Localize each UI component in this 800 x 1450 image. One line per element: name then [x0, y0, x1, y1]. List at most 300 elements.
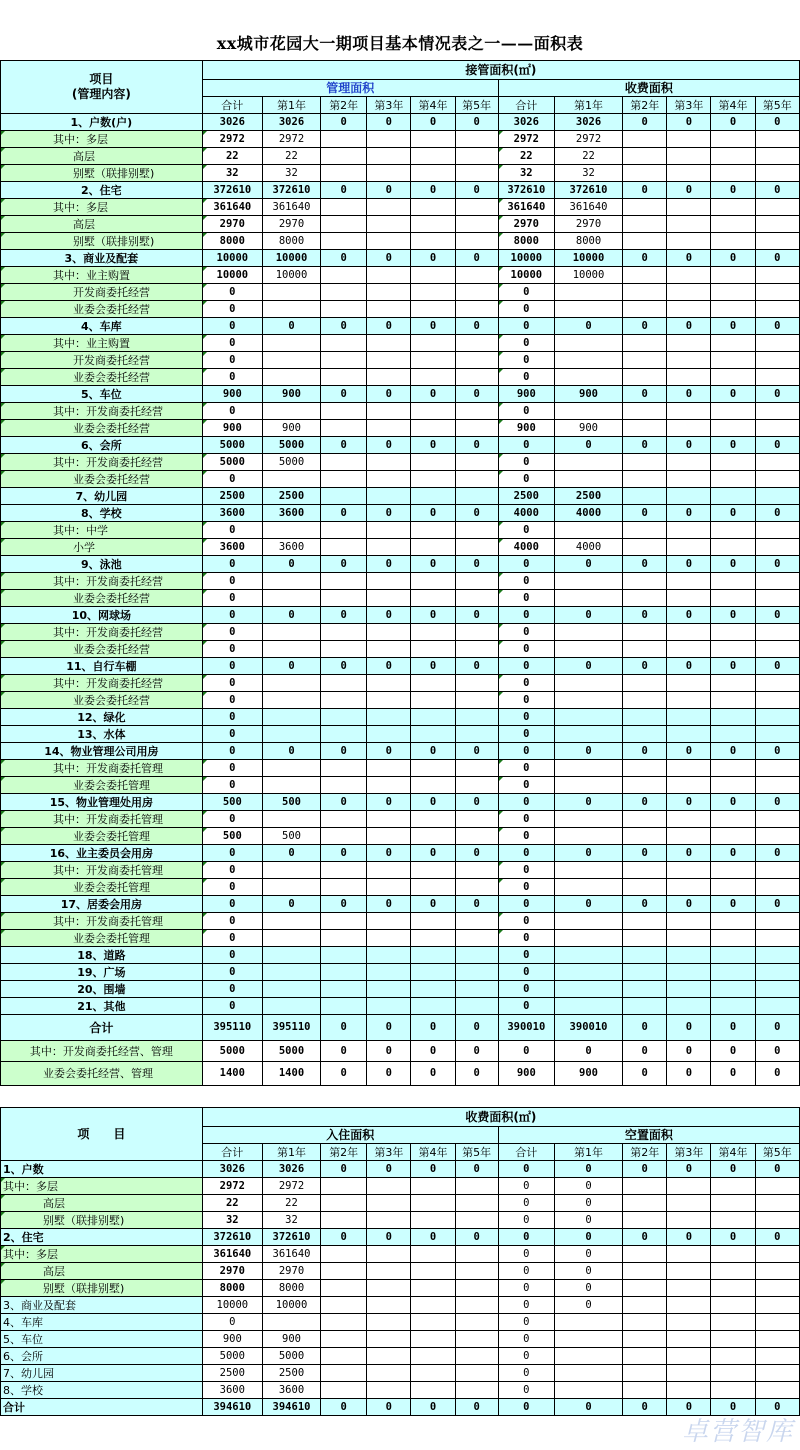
- table-cell: 0: [623, 1015, 667, 1041]
- table-cell: [367, 1297, 411, 1314]
- table-row: [1, 1178, 800, 1195]
- table-cell: 0: [667, 114, 711, 131]
- row-label: 合计: [1, 1015, 203, 1041]
- table-cell: 0: [498, 998, 554, 1015]
- table-cell: 0: [498, 879, 554, 896]
- table-cell: 0: [498, 760, 554, 777]
- table-cell: 0: [498, 573, 554, 590]
- table-cell: [711, 692, 755, 709]
- table-cell: [554, 964, 622, 981]
- row-label: 开发商委托经营: [1, 284, 203, 301]
- table-cell: [367, 199, 411, 216]
- table-cell: [262, 471, 320, 488]
- table-cell: 0: [623, 556, 667, 573]
- table-cell: [667, 233, 711, 250]
- table-cell: [262, 522, 320, 539]
- table-row: [1, 114, 800, 131]
- table-row: [1, 505, 800, 522]
- table-cell: [711, 879, 755, 896]
- table-cell: 0: [755, 1015, 799, 1041]
- table-row: [1, 488, 800, 505]
- table-cell: 0: [202, 641, 262, 658]
- table-cell: 3600: [262, 539, 320, 556]
- table-cell: [623, 1348, 667, 1365]
- table-cell: 0: [711, 182, 755, 199]
- table-cell: 0: [202, 913, 262, 930]
- table-cell: [455, 471, 498, 488]
- table-cell: 0: [498, 1348, 554, 1365]
- table-cell: 0: [755, 556, 799, 573]
- table-cell: [262, 352, 320, 369]
- table-cell: [321, 454, 367, 471]
- year-column-header: 第1年: [262, 97, 320, 114]
- table-cell: 372610: [202, 182, 262, 199]
- table-cell: 0: [202, 352, 262, 369]
- table-cell: 2500: [498, 488, 554, 505]
- table-cell: [455, 369, 498, 386]
- table-cell: 0: [202, 590, 262, 607]
- row-label: 高层: [1, 1263, 203, 1280]
- table-cell: [367, 862, 411, 879]
- table-cell: 0: [667, 896, 711, 913]
- table-cell: [623, 590, 667, 607]
- table-cell: [367, 1331, 411, 1348]
- table-cell: 5000: [262, 1041, 320, 1062]
- table-cell: [455, 1348, 498, 1365]
- table-row: [1, 879, 800, 896]
- table-cell: 0: [711, 1229, 755, 1246]
- table-cell: [411, 199, 455, 216]
- year-column-header: 第1年: [554, 1144, 622, 1161]
- table-cell: [321, 964, 367, 981]
- table-row: [1, 1263, 800, 1280]
- table-cell: 0: [711, 556, 755, 573]
- table-cell: 0: [498, 675, 554, 692]
- table-row: [1, 318, 800, 335]
- table-cell: 3026: [262, 1161, 320, 1178]
- table-cell: 0: [455, 845, 498, 862]
- row-label: 其中：开发商委托经营、管理: [1, 1041, 203, 1062]
- table-cell: [455, 828, 498, 845]
- table-cell: 0: [667, 1041, 711, 1062]
- table-cell: [455, 1314, 498, 1331]
- table-cell: [411, 165, 455, 182]
- table-cell: [711, 522, 755, 539]
- table-cell: [455, 573, 498, 590]
- table-cell: 0: [367, 607, 411, 624]
- table-cell: [755, 777, 799, 794]
- table-cell: 394610: [262, 1399, 320, 1416]
- table-cell: [367, 420, 411, 437]
- table-cell: [623, 539, 667, 556]
- table-cell: 0: [411, 1399, 455, 1416]
- row-label: 9、泳池: [1, 556, 203, 573]
- table-cell: [262, 590, 320, 607]
- table-cell: [755, 964, 799, 981]
- table-cell: 0: [411, 556, 455, 573]
- table-cell: [411, 1246, 455, 1263]
- table-cell: 10000: [498, 267, 554, 284]
- row-label: 19、广场: [1, 964, 203, 981]
- table-cell: [667, 1297, 711, 1314]
- table-cell: 361640: [554, 199, 622, 216]
- table-cell: 0: [623, 743, 667, 760]
- table-cell: [711, 913, 755, 930]
- table-cell: 0: [202, 573, 262, 590]
- table-cell: [411, 454, 455, 471]
- table-cell: [455, 930, 498, 947]
- table-cell: [711, 539, 755, 556]
- table-row: [1, 1280, 800, 1297]
- table-cell: 0: [498, 335, 554, 352]
- table-cell: [321, 233, 367, 250]
- table-cell: [755, 1314, 799, 1331]
- table-row: [1, 743, 800, 760]
- table-cell: [367, 1348, 411, 1365]
- table-row: [1, 964, 800, 981]
- table-cell: 0: [202, 556, 262, 573]
- table-cell: 5000: [262, 1348, 320, 1365]
- table-cell: 0: [321, 658, 367, 675]
- table-cell: 0: [498, 862, 554, 879]
- table-cell: 0: [554, 1297, 622, 1314]
- table-cell: [321, 539, 367, 556]
- table-cell: 0: [202, 301, 262, 318]
- table-cell: [711, 1314, 755, 1331]
- table-cell: 0: [498, 930, 554, 947]
- table-cell: 2972: [262, 131, 320, 148]
- table-cell: 500: [202, 794, 262, 811]
- table-row: [1, 182, 800, 199]
- table-cell: [321, 624, 367, 641]
- table-row: [1, 692, 800, 709]
- table-cell: [554, 760, 622, 777]
- table-cell: [623, 352, 667, 369]
- table-cell: 0: [321, 318, 367, 335]
- table-cell: [623, 1280, 667, 1297]
- table-cell: [367, 1246, 411, 1263]
- table-cell: 0: [554, 1246, 622, 1263]
- table-cell: [623, 1314, 667, 1331]
- year-column-header: 第1年: [262, 1144, 320, 1161]
- table-cell: [455, 862, 498, 879]
- fee-area-header: 收费面积: [498, 80, 799, 97]
- table-cell: [411, 573, 455, 590]
- table-cell: 4000: [554, 505, 622, 522]
- row-label: 6、会所: [1, 437, 203, 454]
- table-cell: 0: [411, 896, 455, 913]
- table-cell: [411, 267, 455, 284]
- table-cell: [262, 1314, 320, 1331]
- table-cell: 0: [321, 1161, 367, 1178]
- table-cell: 0: [711, 658, 755, 675]
- table-cell: [667, 216, 711, 233]
- table-cell: 0: [498, 1331, 554, 1348]
- table-row: [1, 675, 800, 692]
- table-cell: 0: [262, 607, 320, 624]
- table-cell: [667, 930, 711, 947]
- table-cell: 0: [455, 250, 498, 267]
- table-row: [1, 1015, 800, 1041]
- table-cell: [711, 1365, 755, 1382]
- table-cell: 0: [711, 1062, 755, 1086]
- table-cell: [623, 488, 667, 505]
- table-cell: [755, 1382, 799, 1399]
- table-cell: 8000: [262, 233, 320, 250]
- row-label: 别墅（联排别墅): [1, 165, 203, 182]
- table-cell: [367, 998, 411, 1015]
- table-cell: [711, 777, 755, 794]
- table-cell: 32: [554, 165, 622, 182]
- table-cell: [667, 913, 711, 930]
- table-cell: [367, 675, 411, 692]
- table-cell: [667, 811, 711, 828]
- row-label: 4、车库: [1, 1314, 203, 1331]
- table-cell: 0: [623, 114, 667, 131]
- table-cell: 0: [367, 845, 411, 862]
- management-area-header: 管理面积: [202, 80, 498, 97]
- table-cell: [321, 1280, 367, 1297]
- table-cell: 372610: [498, 182, 554, 199]
- table-cell: 0: [262, 845, 320, 862]
- table-cell: [623, 1178, 667, 1195]
- table-cell: 22: [262, 1195, 320, 1212]
- table-cell: 5000: [262, 437, 320, 454]
- table-cell: 0: [455, 386, 498, 403]
- table-cell: [623, 930, 667, 947]
- table-cell: 0: [498, 1041, 554, 1062]
- table-cell: [623, 233, 667, 250]
- table-cell: 0: [411, 250, 455, 267]
- table-cell: 0: [667, 743, 711, 760]
- table-cell: [262, 913, 320, 930]
- table-cell: 0: [411, 1062, 455, 1086]
- table-cell: 8000: [262, 1280, 320, 1297]
- table-cell: [262, 709, 320, 726]
- table-cell: [711, 675, 755, 692]
- table-cell: 0: [498, 981, 554, 998]
- table-row: [1, 131, 800, 148]
- table-cell: [321, 1212, 367, 1229]
- table-cell: [367, 811, 411, 828]
- table-cell: [455, 216, 498, 233]
- table-cell: [711, 267, 755, 284]
- table-cell: 0: [367, 1161, 411, 1178]
- table-cell: [321, 420, 367, 437]
- table-cell: [623, 760, 667, 777]
- table-cell: [411, 539, 455, 556]
- table-cell: 4000: [554, 539, 622, 556]
- table-cell: 0: [455, 658, 498, 675]
- row-label: 其中：开发商委托管理: [1, 862, 203, 879]
- table-cell: [711, 573, 755, 590]
- table-cell: [321, 216, 367, 233]
- table-cell: 10000: [202, 1297, 262, 1314]
- table-row: [1, 403, 800, 420]
- table-cell: [623, 403, 667, 420]
- table-row: [1, 233, 800, 250]
- table-cell: 0: [498, 828, 554, 845]
- table-cell: [623, 1365, 667, 1382]
- table-cell: 0: [711, 607, 755, 624]
- table-cell: [321, 284, 367, 301]
- table-cell: 0: [711, 1041, 755, 1062]
- table-cell: [367, 930, 411, 947]
- table-cell: [755, 454, 799, 471]
- year-column-header: 合计: [202, 97, 262, 114]
- table-cell: 0: [202, 709, 262, 726]
- table-cell: [455, 913, 498, 930]
- table-cell: [667, 1280, 711, 1297]
- table-cell: 10000: [262, 1297, 320, 1314]
- table-row: [1, 1041, 800, 1062]
- table-cell: [455, 1178, 498, 1195]
- table-cell: [755, 624, 799, 641]
- table-cell: [321, 862, 367, 879]
- row-label: 其中：开发商委托经营: [1, 403, 203, 420]
- table-cell: 361640: [262, 1246, 320, 1263]
- table-cell: 0: [498, 777, 554, 794]
- table-cell: [667, 590, 711, 607]
- table-cell: [623, 454, 667, 471]
- table-cell: [623, 624, 667, 641]
- table-cell: 0: [411, 1161, 455, 1178]
- table-cell: [755, 369, 799, 386]
- table-cell: 0: [367, 1015, 411, 1041]
- table-cell: [667, 879, 711, 896]
- table-cell: [367, 760, 411, 777]
- table-cell: [711, 199, 755, 216]
- table-cell: [667, 199, 711, 216]
- table-cell: [554, 811, 622, 828]
- table-cell: [262, 641, 320, 658]
- table-cell: [411, 981, 455, 998]
- table-cell: [667, 1314, 711, 1331]
- table-cell: [411, 947, 455, 964]
- row-label: 业委会委托管理: [1, 930, 203, 947]
- table-cell: 0: [711, 1015, 755, 1041]
- row-label: 其中：开发商委托管理: [1, 913, 203, 930]
- table-cell: [755, 947, 799, 964]
- table-cell: 500: [262, 794, 320, 811]
- row-label: 20、围墙: [1, 981, 203, 998]
- table-row: [1, 335, 800, 352]
- table-cell: 2972: [262, 1178, 320, 1195]
- table-cell: 0: [367, 1399, 411, 1416]
- table-cell: 3600: [262, 1382, 320, 1399]
- table-cell: 0: [498, 913, 554, 930]
- table-cell: [755, 913, 799, 930]
- table-cell: 0: [411, 505, 455, 522]
- table-cell: 0: [623, 250, 667, 267]
- table-cell: [554, 454, 622, 471]
- table-cell: [455, 284, 498, 301]
- table-row: [1, 250, 800, 267]
- table-cell: 0: [755, 386, 799, 403]
- table-cell: 0: [667, 1229, 711, 1246]
- table-cell: [623, 369, 667, 386]
- table-cell: [262, 573, 320, 590]
- table-cell: [667, 709, 711, 726]
- table-cell: 0: [202, 335, 262, 352]
- table-cell: 0: [623, 182, 667, 199]
- table-cell: [554, 726, 622, 743]
- table-cell: [667, 522, 711, 539]
- table-cell: [755, 1246, 799, 1263]
- table-cell: [367, 539, 411, 556]
- table-cell: 0: [411, 1041, 455, 1062]
- table-cell: [321, 471, 367, 488]
- table-cell: [455, 539, 498, 556]
- table-cell: [367, 522, 411, 539]
- table-cell: 900: [262, 420, 320, 437]
- table-cell: 22: [202, 148, 262, 165]
- row-label: 2、住宅: [1, 182, 203, 199]
- table-cell: 0: [262, 556, 320, 573]
- table-cell: [262, 675, 320, 692]
- table-cell: 0: [667, 794, 711, 811]
- table-cell: 0: [755, 607, 799, 624]
- table-cell: [367, 1382, 411, 1399]
- table-cell: [262, 284, 320, 301]
- table-row: [1, 998, 800, 1015]
- table-cell: 0: [455, 1399, 498, 1416]
- row-label: 14、物业管理公司用房: [1, 743, 203, 760]
- table-cell: [667, 692, 711, 709]
- table-cell: 0: [667, 1161, 711, 1178]
- table-cell: [711, 1195, 755, 1212]
- table-cell: [755, 233, 799, 250]
- table-cell: [411, 1297, 455, 1314]
- table-cell: [711, 216, 755, 233]
- table-row: [1, 556, 800, 573]
- table-cell: [455, 165, 498, 182]
- table-cell: [455, 1297, 498, 1314]
- table-cell: 0: [367, 318, 411, 335]
- table-cell: 0: [498, 1178, 554, 1195]
- table-cell: 0: [367, 1229, 411, 1246]
- table-cell: 0: [367, 114, 411, 131]
- table-cell: [755, 573, 799, 590]
- table-cell: 0: [321, 1062, 367, 1086]
- table-cell: [667, 1195, 711, 1212]
- table-cell: [262, 930, 320, 947]
- table-cell: [623, 675, 667, 692]
- table-cell: 0: [202, 845, 262, 862]
- table-cell: [321, 335, 367, 352]
- table-cell: 0: [711, 114, 755, 131]
- table-cell: 0: [367, 386, 411, 403]
- table-cell: [321, 148, 367, 165]
- table-cell: 32: [262, 1212, 320, 1229]
- table-cell: [623, 284, 667, 301]
- table-cell: [711, 590, 755, 607]
- table-row: [1, 1195, 800, 1212]
- table-cell: [554, 981, 622, 998]
- table-cell: [755, 590, 799, 607]
- table-cell: [321, 352, 367, 369]
- takeover-area-header: 接管面积(㎡): [202, 61, 799, 80]
- table-row: [1, 1382, 800, 1399]
- table-cell: 900: [202, 386, 262, 403]
- row-label: 5、车位: [1, 386, 203, 403]
- table-cell: [367, 590, 411, 607]
- table-cell: 2972: [202, 131, 262, 148]
- table-cell: 0: [262, 896, 320, 913]
- year-column-header: 合计: [498, 1144, 554, 1161]
- table-cell: 0: [755, 250, 799, 267]
- row-label: 其中：多层: [1, 131, 203, 148]
